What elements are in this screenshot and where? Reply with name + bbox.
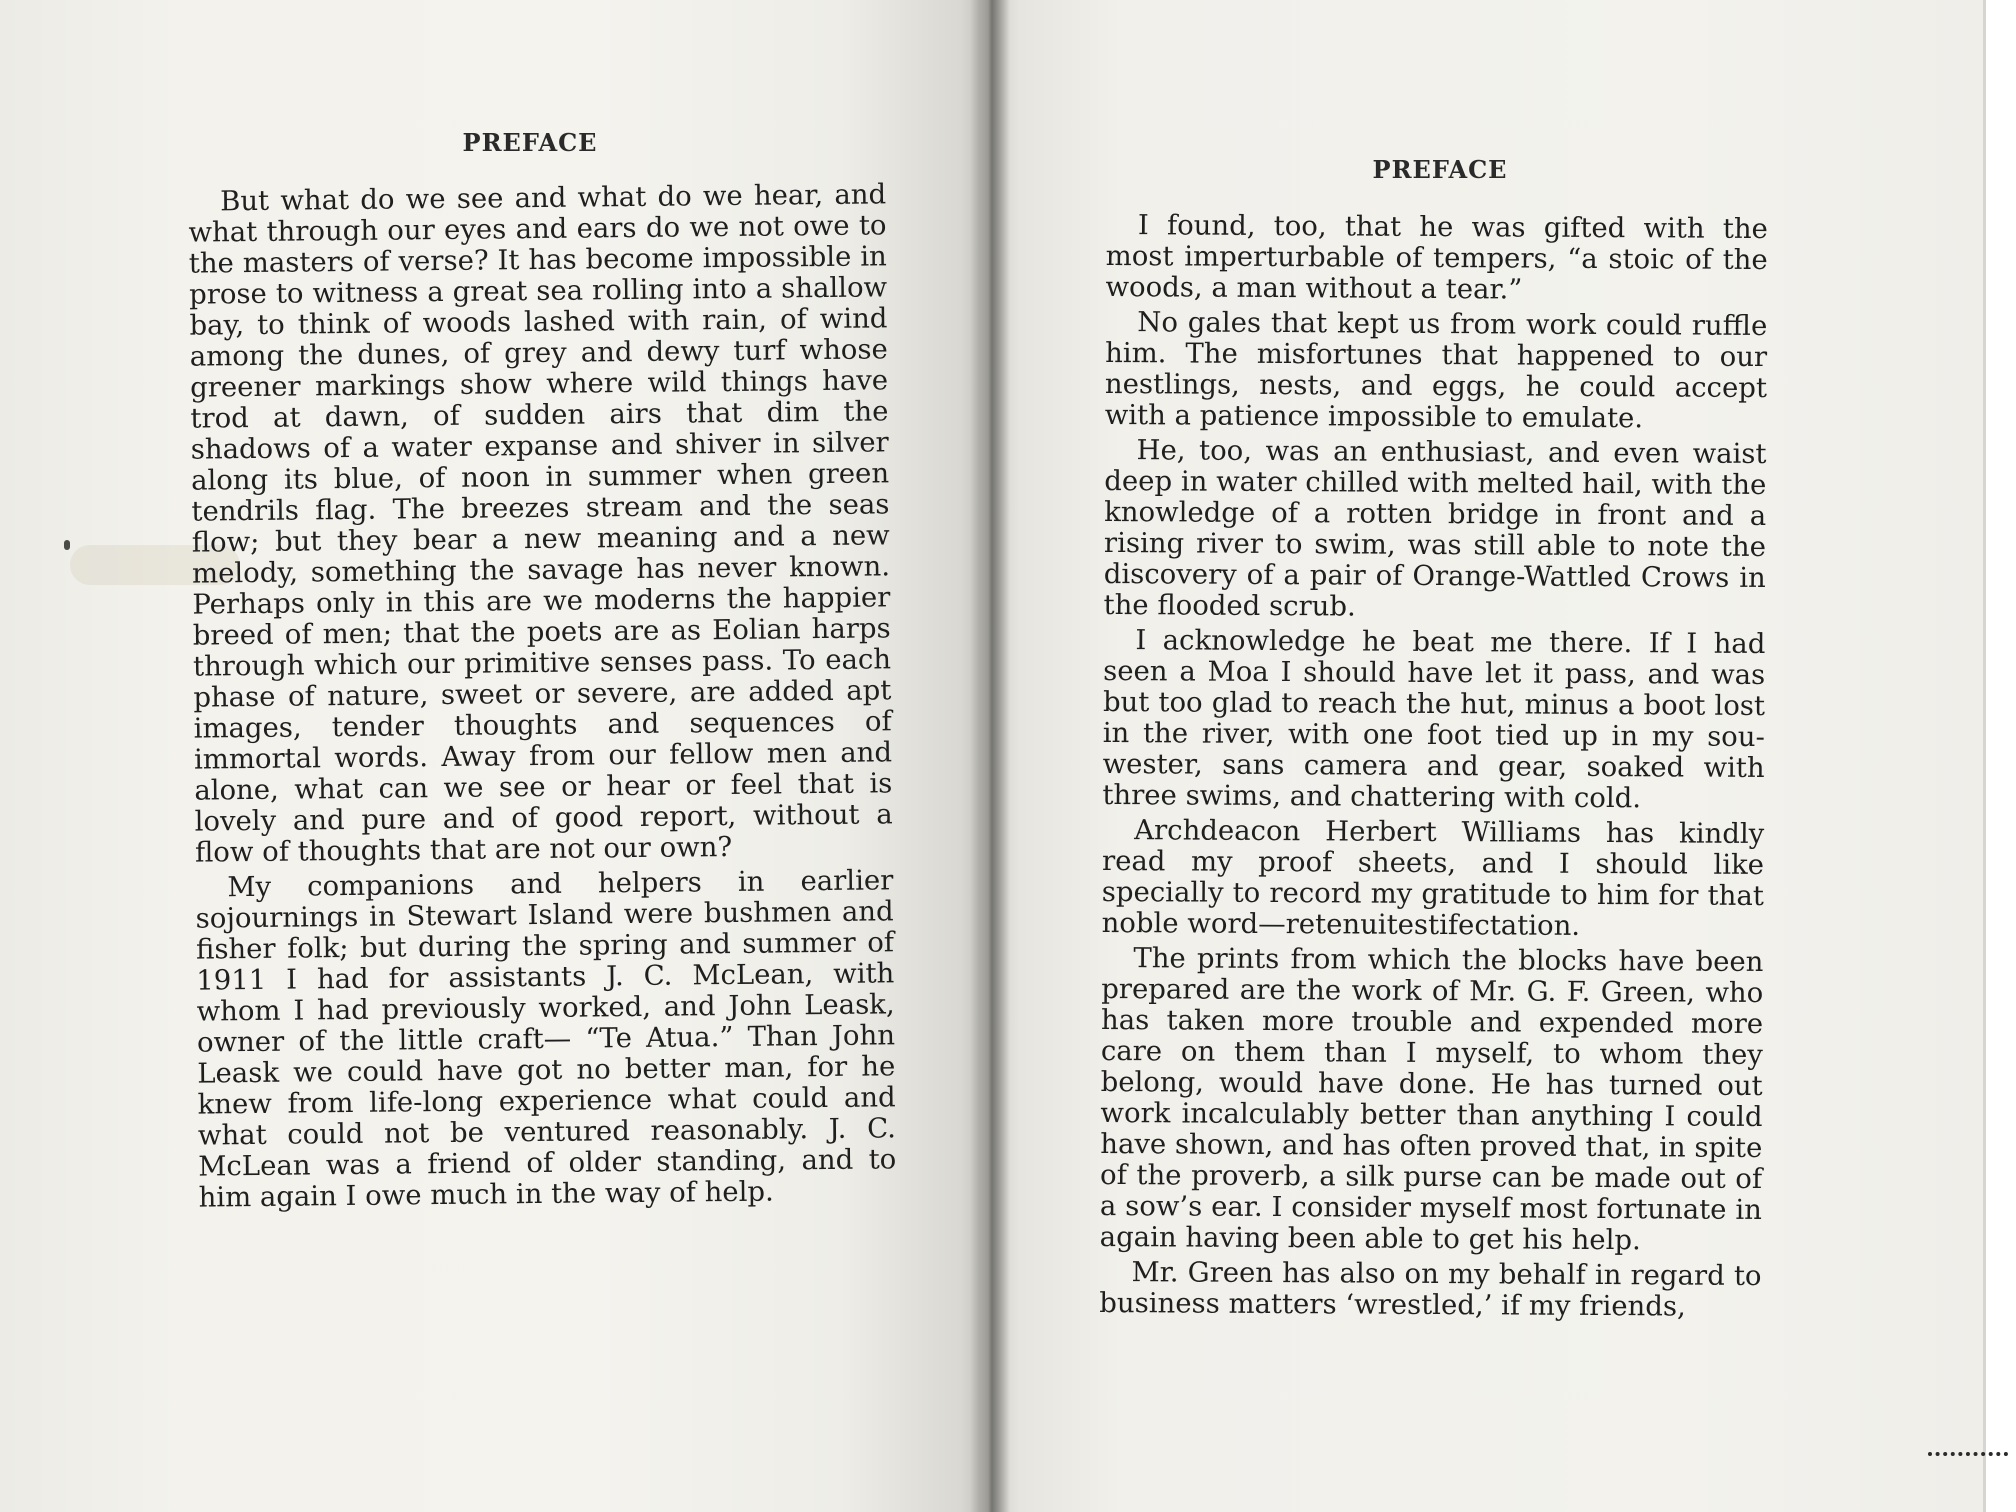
left-page-body xyxy=(188,179,897,1217)
right-page-heading: PREFACE xyxy=(1372,155,1508,184)
right-paragraph-4: I acknowledge he beat me there. If I had seen a Moa I should have let it pass, and was but too glad to reach the hut, minus a boot lost in the river, with one foot tied up in my sou-wester, sans camera and gear, soaked with three swims, and chattering with cold. xyxy=(1102,624,1766,815)
right-paragraph-5: Archdeacon Herbert Williams has kindly read my proof sheets, and I should like specially to record my gratitude to him for that noble word—retenuitestifectation. xyxy=(1101,814,1765,942)
right-paragraph-3: He, too, was an enthusiast, and even waist deep in water chilled with melted hail, with the knowledge of a rotten bridge in front and a rising river to swim, was still able to note the discovery of a pair of Orange-Wattled Crows in the flooded scrub. xyxy=(1103,434,1767,623)
right-paragraph-2: No gales that kept us from work could ruffle him. The misfortunes that happened to our nestlings, nests, and eggs, he could accept with a patience impossible to emulate. xyxy=(1104,306,1768,435)
right-paragraph-1: I found, too, that he was gifted with the most imperturbable of tempers, “a stoic of the woods, a man without a tear.” xyxy=(1105,209,1768,306)
right-page-body xyxy=(1099,210,1768,1327)
right-paragraph-6: The prints from which the blocks have been prepared are the work of Mr. G. F. Green, who has taken more trouble and expended more care on them than I myself, to whom they belong, would have done. He has turned out work incalculably better than anything I could have shown, and has often proved that, in spite of the proverb, a silk purse can be made out of a sow’s ear. I consider myself most fortunate in again having been able to get his help. xyxy=(1099,942,1764,1257)
page-edge-stack xyxy=(1928,1444,2008,1456)
ink-speck xyxy=(64,540,70,550)
right-paragraph-7: Mr. Green has also on my behalf in regard to business matters ‘wrestled,’ if my friends, xyxy=(1099,1256,1762,1323)
background-edge xyxy=(1986,0,2016,1512)
left-page-heading: PREFACE xyxy=(462,128,598,157)
left-paragraph-2: My companions and helpers in earlier sojournings in Stewart Island were bushmen and fisher folk; but during the spring and summer of 1911 I had for assistants J. C. McLean, with whom I had previously worked, and John Leask, owner of the little craft— “Te Atua.” Than John Leask we could have got no better man, for he knew from life-long experience what could and what could not be ventured reasonably. J. C. McLean was a friend of older standing, and to him again I owe much in the way of help. xyxy=(195,864,897,1214)
book-gutter xyxy=(970,0,1010,1512)
left-paragraph-1: But what do we see and what do we hear, and what through our eyes and ears do we not owe to the masters of verse? It has become impossible in prose to witness a great sea rolling into a shallow bay, to think of woods lashed with rain, of wind among the dunes, of grey and dewy turf whose greener markings show where wild things have trod at dawn, of sudden airs that dim the shadows of a water expanse and shiver in silver along its blue, of noon in summer when green tendrils flag. The breezes stream and the seas flow; but they bear a new meaning and a new melody, something the savage has never known. Perhaps only in this are we moderns the happier breed of men; that the poets are as Eolian harps through which our primitive senses pass. To each phase of nature, sweet or severe, are added apt images, tender thoughts and sequences of immortal words. Away from our fellow men and alone, what can we see or hear or feel that is lovely and pure and of good report, without a flow of thoughts that are not our own? xyxy=(188,178,893,869)
